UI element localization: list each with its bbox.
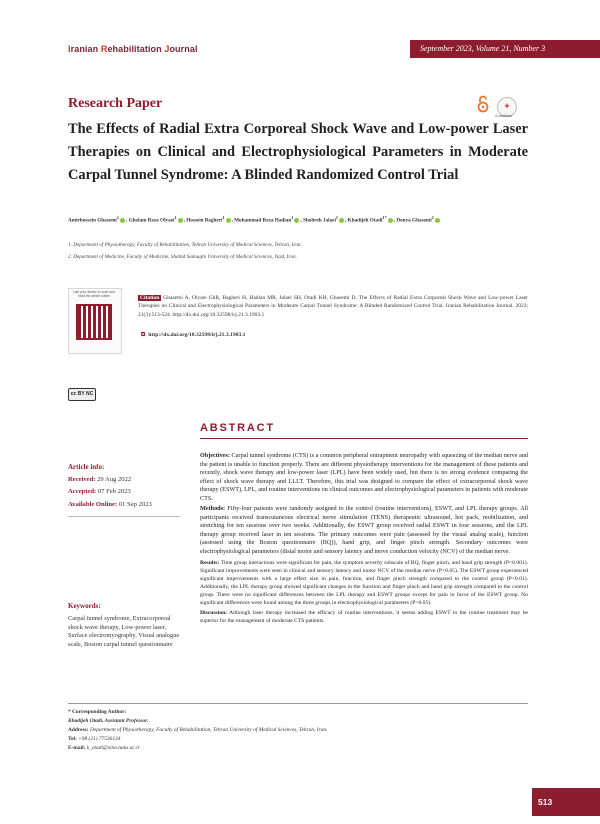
received-date (68, 476, 131, 483)
affiliation: 1. Department of Physiotherapy, Faculty of Rehabilitation, Tehran University of Medical Sciences, Tehran, Iran. (68, 242, 302, 248)
article-info-label: Article info: (68, 463, 105, 471)
corresponding-address (68, 726, 528, 735)
section-text: Although laser therapy increased the efficacy of routine interventions, it seems adding ESWT to the routine treatment may be superior for the management of moderate CTS patients. (200, 610, 528, 625)
journal-initial: R (100, 44, 108, 54)
issue-banner: September 2023, Volume 21, Number 3 (410, 40, 600, 58)
author-affiliation: 1 (222, 215, 225, 220)
page-number: 513 (532, 788, 600, 816)
abstract-discussion (200, 609, 528, 625)
email-link[interactable]: k_otadi@sina.tums.ac.ir (86, 745, 140, 751)
citation-tag: Citation (140, 295, 160, 301)
corresponding-name: Khadijeh Otadi, Assistant Professor. (68, 718, 149, 724)
doi-line (141, 331, 245, 339)
crossmark-icon[interactable]: ✚ (497, 97, 517, 117)
available-value: 01 Sep 2023 (118, 501, 152, 508)
author-affiliation: 1 (291, 215, 294, 220)
accepted-value: 07 Feb 2023 (97, 488, 131, 495)
orcid-icon[interactable] (226, 218, 231, 223)
author-name: Shohreh Jalaei (302, 217, 336, 224)
tel-value: +98 (21) 77536134 (78, 736, 121, 742)
section-label: Methods: (200, 505, 226, 513)
journal-initial: J (164, 44, 170, 54)
citation-block (138, 294, 528, 319)
author-name: Amirhossein Ghasemi (68, 217, 117, 224)
journal-initial: I (68, 44, 71, 54)
orcid-icon[interactable] (120, 218, 125, 223)
author-affiliation: 1* (382, 215, 387, 220)
author-affiliation: 1 (174, 215, 177, 220)
section-label: Discussion: (200, 610, 228, 617)
abstract-methods (200, 505, 528, 556)
external-link-icon: ⧉ (141, 331, 146, 338)
crossmark-label: CrossMark (495, 114, 512, 118)
section-label: Objectives: (200, 452, 230, 459)
journal-word: ranian (70, 44, 101, 54)
orcid-icon[interactable] (294, 218, 299, 223)
corresponding-author (68, 703, 528, 753)
qr-caption: Use your device to scan and read the article online (73, 290, 115, 299)
author-affiliation: 1 (335, 215, 339, 220)
paper-type: Research Paper (68, 96, 163, 111)
citation-text: Ghasemi A, Olyaei GhR, Bagheri H, Hadian MR, Jalaei SH, Otadi KH, Ghasemi D. The Effects of Radial Extra Corporeal Shock Wave and Low-power Laser Therapies on Clinical and Electrophysiological Parameters in Moderate Carpal Tunnel Syndrome: A Blinded Randomized Control Trial. Iranian Rehabilitation Journal. 2023; 21(3):513-524. http://dx.doi.org/10.32598/irj.21.3.1903.1 (138, 295, 528, 318)
corresponding-tel (68, 735, 528, 744)
section-label: Results: (200, 559, 220, 566)
abstract-body (200, 452, 528, 627)
author-name: Khadijeh Otadi (347, 217, 383, 224)
journal-word: ournal (169, 44, 198, 54)
address-label: Address: (68, 727, 89, 733)
email-label: E-mail: (68, 745, 86, 751)
affiliation: 2. Department of Medicine, Faculty of Medicine, Shahid Sadoughi University of Medical Sciences, Yazd, Iran. (68, 254, 297, 260)
author-name: Hossein Bagheri (186, 217, 223, 224)
author-list: Amirhossein Ghasemi$^1$, Gholam Reza Olyaei$^1$, Hossein Bagheri$^1$, Mohammad Reza Hadian$^1$, Shohreh Jalaei$^1$, Khadijeh Otadi$^{1*}$, Donya Ghasemi$^2$ (68, 215, 528, 224)
journal-word: ehabilitation (107, 44, 165, 54)
author-affiliation: 1 (116, 215, 120, 220)
doi-link[interactable]: http://dx.doi.org/10.32598/irj.21.3.1903.1 (148, 332, 246, 338)
divider (200, 438, 528, 439)
corresponding-email (68, 744, 528, 753)
abstract-results (200, 559, 528, 608)
author-affiliation: 2 (431, 215, 434, 220)
orcid-icon[interactable] (178, 218, 183, 223)
tel-label: Tel: (68, 736, 77, 742)
keywords-text: Carpal tunnel syndrome, Extracorporeal shock wave therapy, Low-power laser, Surface electromyography, Visual analogue scale, Boston carpal tunnel questionnaire (68, 615, 180, 648)
orcid-icon[interactable] (435, 218, 440, 223)
author-name: Donya Ghasemi (396, 217, 432, 224)
journal-name (68, 44, 198, 54)
author-name: Gholam Reza Olyaei (128, 217, 175, 224)
section-text: Fifty-four patients were randomly assigned to the control (routine interventions), ESWT, and LPL therapy groups. All participants received transcutaneous electrical nerve stimulation (TENS) therapeutic ultrasound, hot pack, mobilization, and stretching for ten sessions over two weeks. Additionally, the ESWT group received radial ESWT in four sessions, and the LPL therapy group received laser in ten sessions. The primary outcomes were pain (assessed by the visual analog scale), function (assessed using the Boston questionnaire (BQ)), hand grip, and finger pinch strength. Secondary outcomes were electrophysiological parameters (distal motor and sensory latency and nerve conduction velocity (NCV) of the median nerve. (200, 505, 529, 556)
available-label: Available Online: (68, 501, 118, 508)
received-label: Received: (68, 476, 96, 483)
accepted-label: Accepted: (68, 488, 97, 495)
section-text: Carpal tunnel syndrome (CTS) is a common peripheral entrapment neuropathy with squeezing of the median nerve and the patient is unable to function properly. There are different physiotherapy interventions for the management of these patients and recently, shock wave therapy and low-power laser (LPL) have been widely used, but there is no strong evidence comparing the effect of shock wave therapy and LLLT. Therefore, this trial was designed to compare the effect of extracorporeal shock wave therapy (ESWT), LPL, and routine interventions on clinical outcomes and electrophysiological parameters in patients with moderate CTS. (200, 452, 529, 502)
cc-license-badge[interactable]: cc BY NC (68, 388, 96, 401)
received-value: 29 Aug 2022 (97, 476, 132, 483)
abstract-heading: ABSTRACT (200, 422, 275, 434)
author-name: Mohammad Reza Hadian (234, 217, 292, 224)
open-access-icon[interactable] (476, 95, 490, 113)
accepted-date (68, 488, 131, 495)
divider (68, 516, 180, 517)
keywords-label: Keywords: (68, 602, 101, 610)
section-text: Time group interactions were significant for pain, the symptom severity subscale of BQ, finger pinch, and hand grip strength (P<0.001). Significant improvements were seen in clinical and sensory latency and motor NCV of the median nerve (P<0.05). The ESWT group experienced significant improvements with a large effect size in pain, function, and finger pinch strength compared to the control group (P<0.01). Additionally, the LPL therapy group showed significant changes in the function and finger pinch and hand grip strength compared to the control group. There were no significant differences between the LPL therapy and ESWT groups except for pain in favor of the ESWT group. No significant differences were found among the three groups in electrophysiological parameters (P>0.05). (200, 559, 528, 607)
address-value: Department of Physiotherapy, Faculty of Rehabilitation, Tehran University of Medical Sciences, Tehran, Iran. (89, 727, 328, 733)
corresponding-label: * Corresponding Author: (68, 709, 127, 715)
abstract-objectives (200, 452, 528, 503)
orcid-icon[interactable] (388, 218, 393, 223)
orcid-icon[interactable] (339, 218, 344, 223)
paper-title: The Effects of Radial Extra Corporeal Shock Wave and Low-power Laser Therapies on Clinical and Electrophysiological Parameters in Moderate Carpal Tunnel Syndrome: A Blinded Randomized Control Trial (68, 121, 528, 183)
qr-code[interactable] (76, 304, 112, 340)
available-date (68, 501, 152, 508)
